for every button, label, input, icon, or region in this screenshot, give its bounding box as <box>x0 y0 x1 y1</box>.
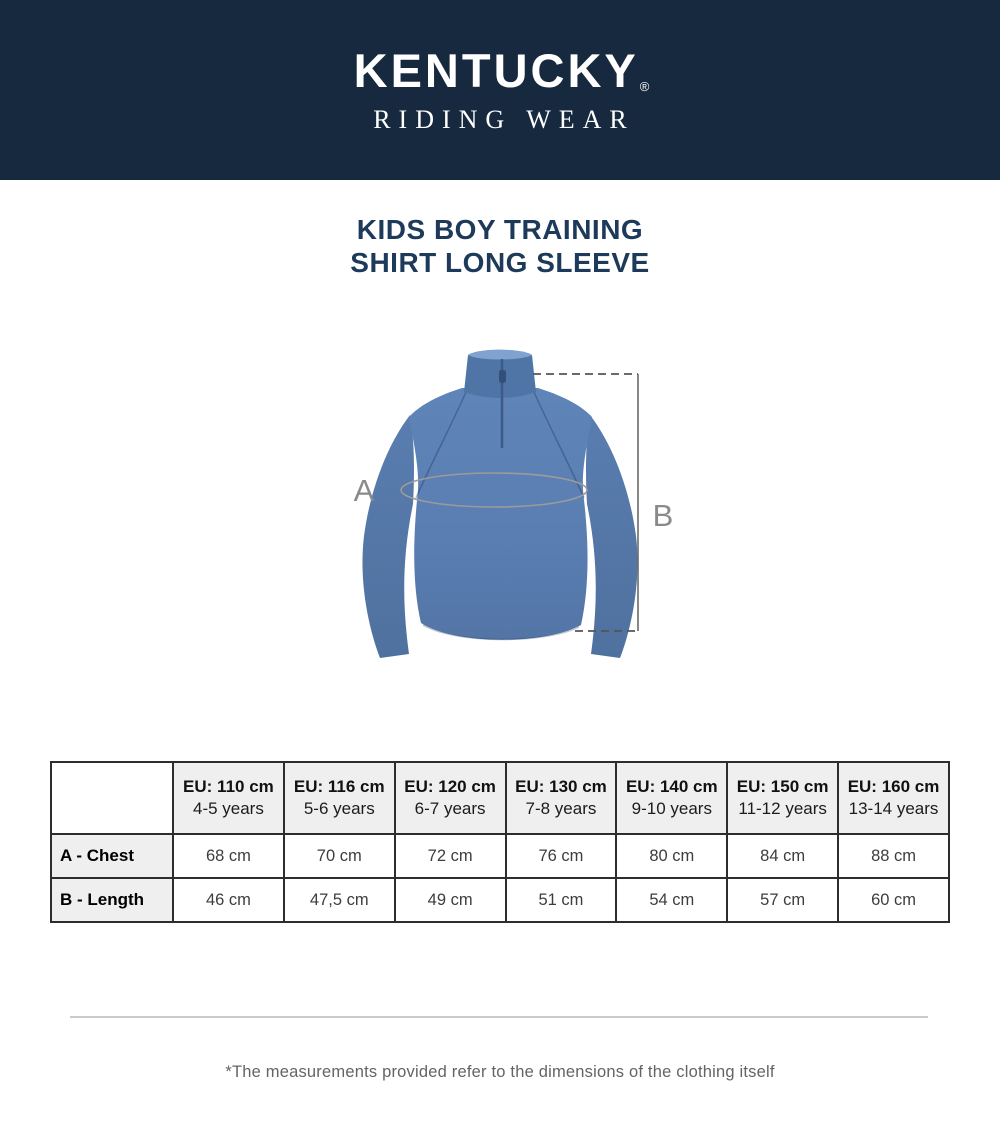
measurement-cell: 70 cm <box>284 834 395 878</box>
table-corner-cell <box>51 762 173 834</box>
size-column-header: EU: 120 cm 6-7 years <box>395 762 506 834</box>
registered-trademark: ® <box>639 79 650 94</box>
measurement-cell: 60 cm <box>838 878 949 922</box>
measurement-cell: 57 cm <box>727 878 838 922</box>
length-measure-label: B <box>652 498 674 533</box>
size-column-header: EU: 130 cm 7-8 years <box>506 762 617 834</box>
measurement-cell: 84 cm <box>727 834 838 878</box>
brand-logo <box>351 44 650 97</box>
brand-header <box>0 0 1000 180</box>
row-label-chest: A - Chest <box>51 834 173 878</box>
measurement-footnote: *The measurements provided refer to the dimensions of the clothing itself <box>225 1063 775 1081</box>
measurement-cell: 72 cm <box>395 834 506 878</box>
chest-measure-label: A <box>353 473 375 508</box>
measurement-cell: 88 cm <box>838 834 949 878</box>
measurement-cell: 54 cm <box>616 878 727 922</box>
size-table <box>50 761 950 923</box>
shirt-right-sleeve <box>586 415 638 658</box>
shirt-left-sleeve <box>362 415 414 658</box>
measurement-cell: 46 cm <box>173 878 284 922</box>
table-row-length <box>51 878 949 922</box>
product-title-line2: SHIRT LONG SLEEVE <box>350 247 650 278</box>
shirt-zipper-pull <box>499 370 506 383</box>
measurement-cell: 49 cm <box>395 878 506 922</box>
shirt-illustration <box>0 338 1000 698</box>
brand-name-text: KENTUCKY <box>353 44 639 97</box>
size-column-header: EU: 116 cm 5-6 years <box>284 762 395 834</box>
measurement-cell: 68 cm <box>173 834 284 878</box>
measurement-cell: 80 cm <box>616 834 727 878</box>
row-label-length: B - Length <box>51 878 173 922</box>
size-column-header: EU: 140 cm 9-10 years <box>616 762 727 834</box>
size-table-header-row <box>51 762 949 834</box>
size-column-header: EU: 160 cm 13-14 years <box>838 762 949 834</box>
measurement-cell: 76 cm <box>506 834 617 878</box>
table-row-chest <box>51 834 949 878</box>
footer-divider <box>70 1016 928 1018</box>
size-column-header: EU: 150 cm 11-12 years <box>727 762 838 834</box>
product-title <box>0 213 1000 279</box>
product-title-line1: KIDS BOY TRAINING <box>356 214 644 245</box>
size-table-section <box>50 761 1000 923</box>
shirt-body <box>409 388 592 640</box>
measurement-diagram <box>0 338 1000 698</box>
size-column-header: EU: 110 cm 4-5 years <box>173 762 284 834</box>
brand-subtitle: RIDING WEAR <box>373 105 635 134</box>
measurement-cell: 51 cm <box>506 878 617 922</box>
measurement-cell: 47,5 cm <box>284 878 395 922</box>
